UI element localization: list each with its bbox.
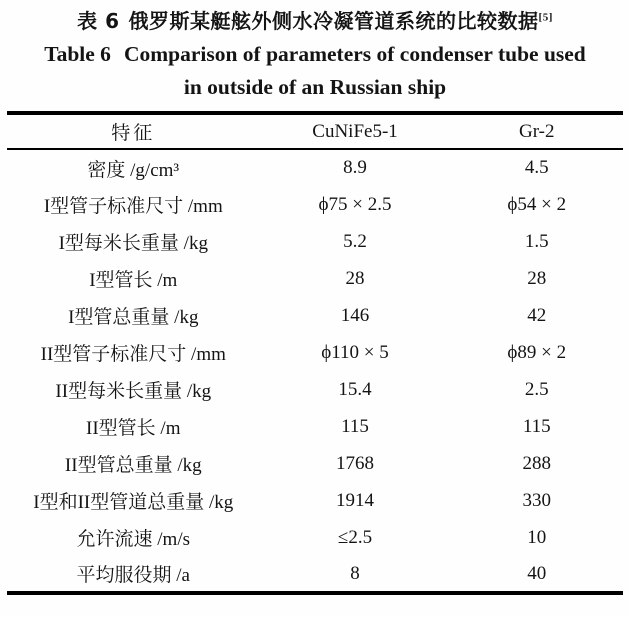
table-caption-chinese <box>0 5 630 38</box>
column-header-feature: 特征 <box>7 113 260 149</box>
table-row <box>7 371 623 408</box>
gr2-value-cell: 40 <box>527 562 547 584</box>
table-row <box>7 519 623 556</box>
table-number-chinese: 表 6 <box>77 9 120 33</box>
cunife-value-cell: 8 <box>350 562 360 584</box>
table-row <box>7 482 623 519</box>
row-label-cell: 密度 /g/cm³ <box>87 159 180 181</box>
row-label-cell: II型每米长重量 /kg <box>55 381 212 402</box>
gr2-value-cell: 1.5 <box>524 230 549 252</box>
gr2-value-cell: ϕ89 × 2 <box>507 341 567 363</box>
gr2-value-cell: 330 <box>522 489 551 511</box>
row-label-cell: II型管长 /m <box>86 418 181 439</box>
gr2-value-cell: 4.5 <box>524 157 549 178</box>
cunife-value-cell: ϕ110 × 5 <box>321 341 389 363</box>
gr2-value-cell: 28 <box>527 267 547 289</box>
table-caption-english-line2: in outside of an Russian ship <box>183 75 447 99</box>
table-number-english: Table 6 <box>44 42 111 66</box>
table-row <box>7 408 623 445</box>
row-label-cell: I型和II型管道总重量 /kg <box>33 492 234 513</box>
table-row <box>7 556 623 593</box>
cunife-value-cell: 28 <box>345 267 365 289</box>
column-header-cunife5-1: CuNiFe5-1 <box>260 113 451 149</box>
table-row <box>7 445 623 482</box>
row-label-cell: II型管子标准尺寸 /mm <box>40 344 226 365</box>
gr2-value-cell: 10 <box>527 526 547 548</box>
row-label-cell: II型管总重量 /kg <box>64 455 202 476</box>
row-label-cell: I型管长 /m <box>89 270 178 291</box>
gr2-value-cell: 2.5 <box>524 378 549 400</box>
gr2-value-cell: ϕ54 × 2 <box>507 193 567 215</box>
gr2-value-cell: 288 <box>522 452 551 474</box>
gr2-value-cell: 42 <box>527 304 547 326</box>
row-label-cell: I型管总重量 /kg <box>68 307 199 328</box>
cunife-value-cell: 8.9 <box>343 157 367 178</box>
row-label-cell: 平均服役期 /a <box>76 565 190 586</box>
cunife-value-cell: 15.4 <box>338 378 372 400</box>
row-label-cell: I型每米长重量 /kg <box>58 233 208 254</box>
cunife-value-cell: 115 <box>341 415 369 437</box>
row-label-cell: 允许流速 /m/s <box>76 529 191 550</box>
table-caption-english-line1 <box>0 38 630 71</box>
table-caption-chinese-text: 俄罗斯某艇舷外侧水冷凝管道系统的比较数据 <box>128 9 539 33</box>
table-row <box>7 297 623 334</box>
table-row <box>7 186 623 223</box>
table-row <box>7 260 623 297</box>
gr2-value-cell: 115 <box>522 415 551 437</box>
cunife-value-cell: 5.2 <box>343 230 367 252</box>
table-row <box>7 223 623 260</box>
table-row <box>7 334 623 371</box>
table-row <box>7 149 623 186</box>
row-label-cell: I型管子标准尺寸 /mm <box>43 196 223 217</box>
table-header-row <box>7 113 623 149</box>
cunife-value-cell: ≤2.5 <box>337 526 373 548</box>
cunife-value-cell: 146 <box>340 304 370 326</box>
citation-superscript: [5] <box>538 11 553 24</box>
cunife-value-cell: 1914 <box>336 489 375 511</box>
column-header-gr-2: Gr-2 <box>451 113 624 149</box>
comparison-table <box>7 111 623 595</box>
cunife-value-cell: ϕ75 × 2.5 <box>318 193 392 215</box>
cunife-value-cell: 1768 <box>336 452 375 474</box>
table-caption-english-text: Comparison of parameters of condenser tube used <box>123 42 586 66</box>
